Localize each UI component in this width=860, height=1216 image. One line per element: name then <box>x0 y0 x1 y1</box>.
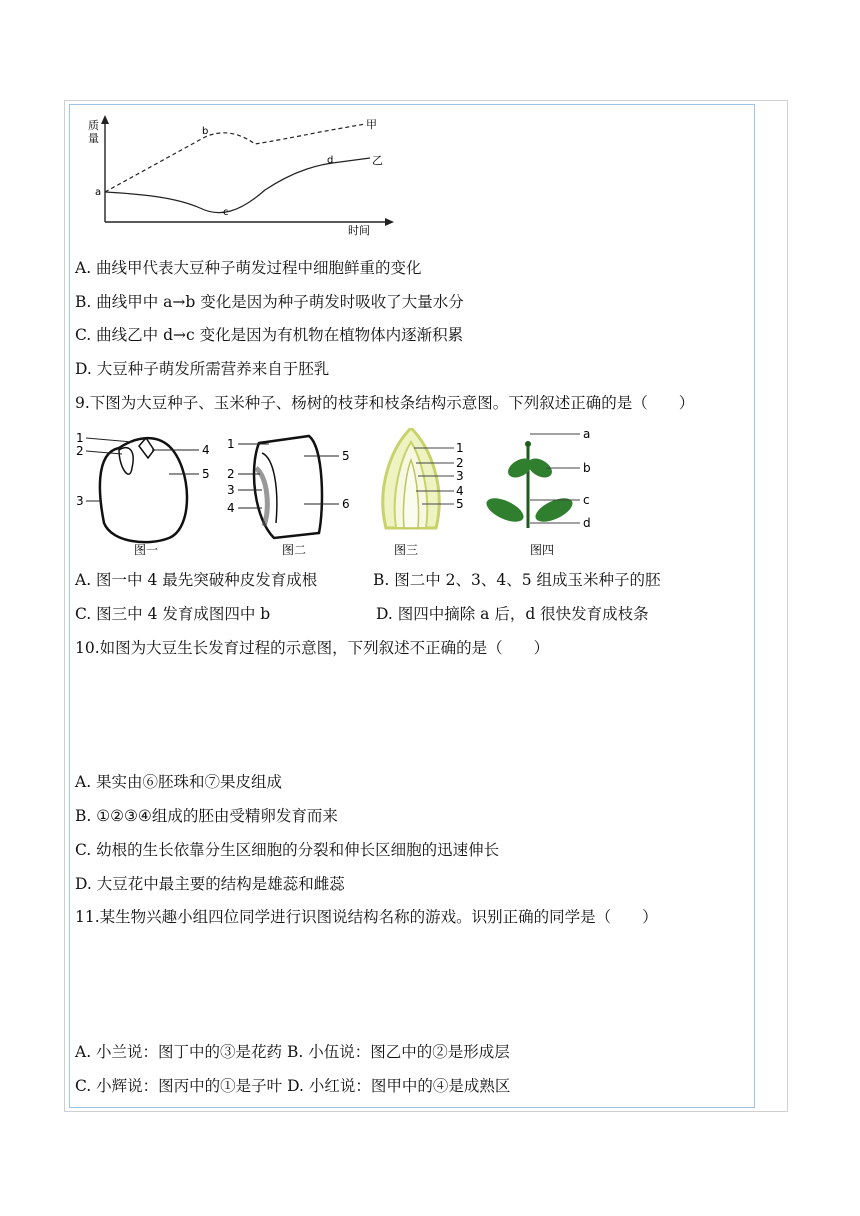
fig1-label-3: 3 <box>76 494 84 508</box>
figure-branch <box>480 428 610 558</box>
fig1-caption: 图一 <box>134 543 159 557</box>
fig4-label-b: b <box>583 461 591 475</box>
fig2-caption: 图二 <box>282 543 307 557</box>
fig3-label-1: 1 <box>456 441 464 455</box>
point-b-label: b <box>202 126 209 137</box>
fig3-label-4: 4 <box>456 484 464 498</box>
x-axis-label: 时间 <box>348 224 370 237</box>
q8-option-d: D. 大豆种子萌发所需营养来自于胚乳 <box>75 360 330 378</box>
point-c-label: c <box>223 207 229 218</box>
fig2-label-1: 1 <box>227 437 235 451</box>
q11-options-ab: A. 小兰说：图丁中的③是花药 B. 小伍说：图乙中的②是形成层 <box>75 1043 510 1061</box>
q10-option-b: B. ①②③④组成的胚由受精卵发育而来 <box>75 807 338 825</box>
fig4-label-a: a <box>583 428 591 441</box>
fig4-label-c: c <box>583 493 590 507</box>
y-axis-label-1: 质 <box>88 119 99 132</box>
fig2-label-6: 6 <box>342 497 350 511</box>
q11-stem: 11.某生物兴趣小组四位同学进行识图说结构名称的游戏。识别正确的同学是（ ） <box>75 908 658 926</box>
figure-branch-bud <box>366 428 476 558</box>
series-yi-label: 乙 <box>372 154 383 167</box>
q9-option-b: B. 图二中 2、3、4、5 组成玉米种子的胚 <box>373 571 661 589</box>
q10-option-d: D. 大豆花中最主要的结构是雄蕊和雌蕊 <box>75 875 345 893</box>
fig1-label-1: 1 <box>76 431 84 445</box>
q9-option-d: D. 图四中摘除 a 后，d 很快发育成枝条 <box>376 605 649 623</box>
fig4-label-d: d <box>583 516 591 530</box>
fig4-caption: 图四 <box>530 543 555 557</box>
fig2-label-3: 3 <box>227 483 235 497</box>
q9-stem: 9.下图为大豆种子、玉米种子、杨树的枝芽和枝条结构示意图。下列叙述正确的是（ ） <box>75 394 695 412</box>
figure-corn-seed <box>224 428 364 558</box>
fig1-label-4: 4 <box>202 443 210 457</box>
point-a-label: a <box>95 187 102 198</box>
q10-option-c: C. 幼根的生长依靠分生区细胞的分裂和伸长区细胞的迅速伸长 <box>75 841 500 859</box>
figure-soybean-seed <box>74 428 224 558</box>
mass-time-graph <box>80 112 400 237</box>
fig1-label-2: 2 <box>76 444 84 458</box>
fig3-label-2: 2 <box>456 456 464 470</box>
q8-option-c: C. 曲线乙中 d→c 变化是因为有机物在植物体内逐渐积累 <box>75 326 464 344</box>
series-jia-label: 甲 <box>366 118 377 131</box>
q8-option-b: B. 曲线甲中 a→b 变化是因为种子萌发时吸收了大量水分 <box>75 293 464 311</box>
q9-option-c: C. 图三中 4 发育成图四中 b <box>75 605 271 623</box>
fig2-label-5: 5 <box>342 449 350 463</box>
q9-option-a: A. 图一中 4 最先突破种皮发育成根 <box>75 571 318 589</box>
fig2-label-2: 2 <box>227 467 235 481</box>
fig3-caption: 图三 <box>394 543 419 557</box>
fig2-label-4: 4 <box>227 501 235 515</box>
fig1-label-5: 5 <box>202 467 210 481</box>
q10-stem: 10.如图为大豆生长发育过程的示意图，下列叙述不正确的是（ ） <box>75 639 550 657</box>
q11-options-cd: C. 小辉说：图丙中的①是子叶 D. 小红说：图甲中的④是成熟区 <box>75 1077 511 1095</box>
fig3-label-3: 3 <box>456 469 464 483</box>
q10-option-a: A. 果实由⑥胚珠和⑦果皮组成 <box>75 773 283 791</box>
q8-option-a: A. 曲线甲代表大豆种子萌发过程中细胞鲜重的变化 <box>75 259 422 277</box>
point-d-label: d <box>327 155 334 166</box>
fig3-label-5: 5 <box>456 497 464 511</box>
y-axis-label-2: 量 <box>88 132 99 145</box>
